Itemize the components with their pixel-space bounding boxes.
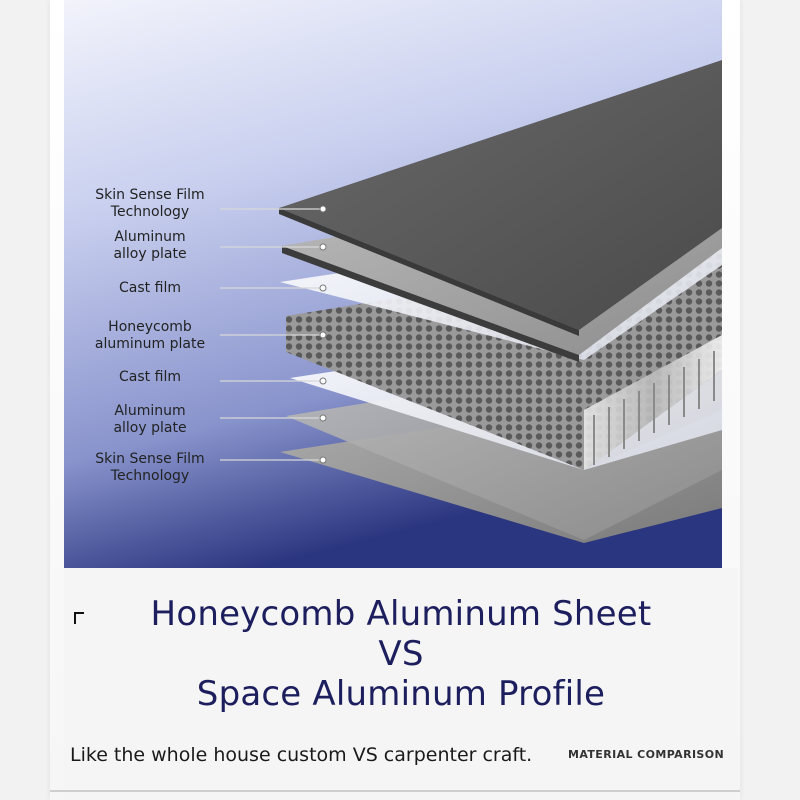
title-line-3: Space Aluminum Profile	[196, 674, 606, 714]
title-line-2: VS	[378, 634, 424, 674]
subtitle: Like the whole house custom VS carpenter craft.	[70, 744, 533, 766]
layer-label-honeycomb: Honeycomb aluminum plate	[94, 319, 206, 352]
bottom-divider	[50, 790, 740, 792]
title-line-1: Honeycomb Aluminum Sheet	[150, 594, 652, 634]
layer-label-skin-film-bottom: Skin Sense Film Technology	[95, 451, 205, 484]
layer-label-cast-film-top: Cast film	[119, 280, 181, 296]
material-comparison-tag: MATERIAL COMPARISON	[568, 748, 725, 761]
layer-label-skin-film-top: Skin Sense Film Technology	[95, 187, 205, 220]
layer-label-alloy-top: Aluminum alloy plate	[113, 229, 187, 262]
layer-label-cast-film-bottom: Cast film	[119, 369, 181, 385]
layer-label-alloy-bottom: Aluminum alloy plate	[113, 403, 187, 436]
